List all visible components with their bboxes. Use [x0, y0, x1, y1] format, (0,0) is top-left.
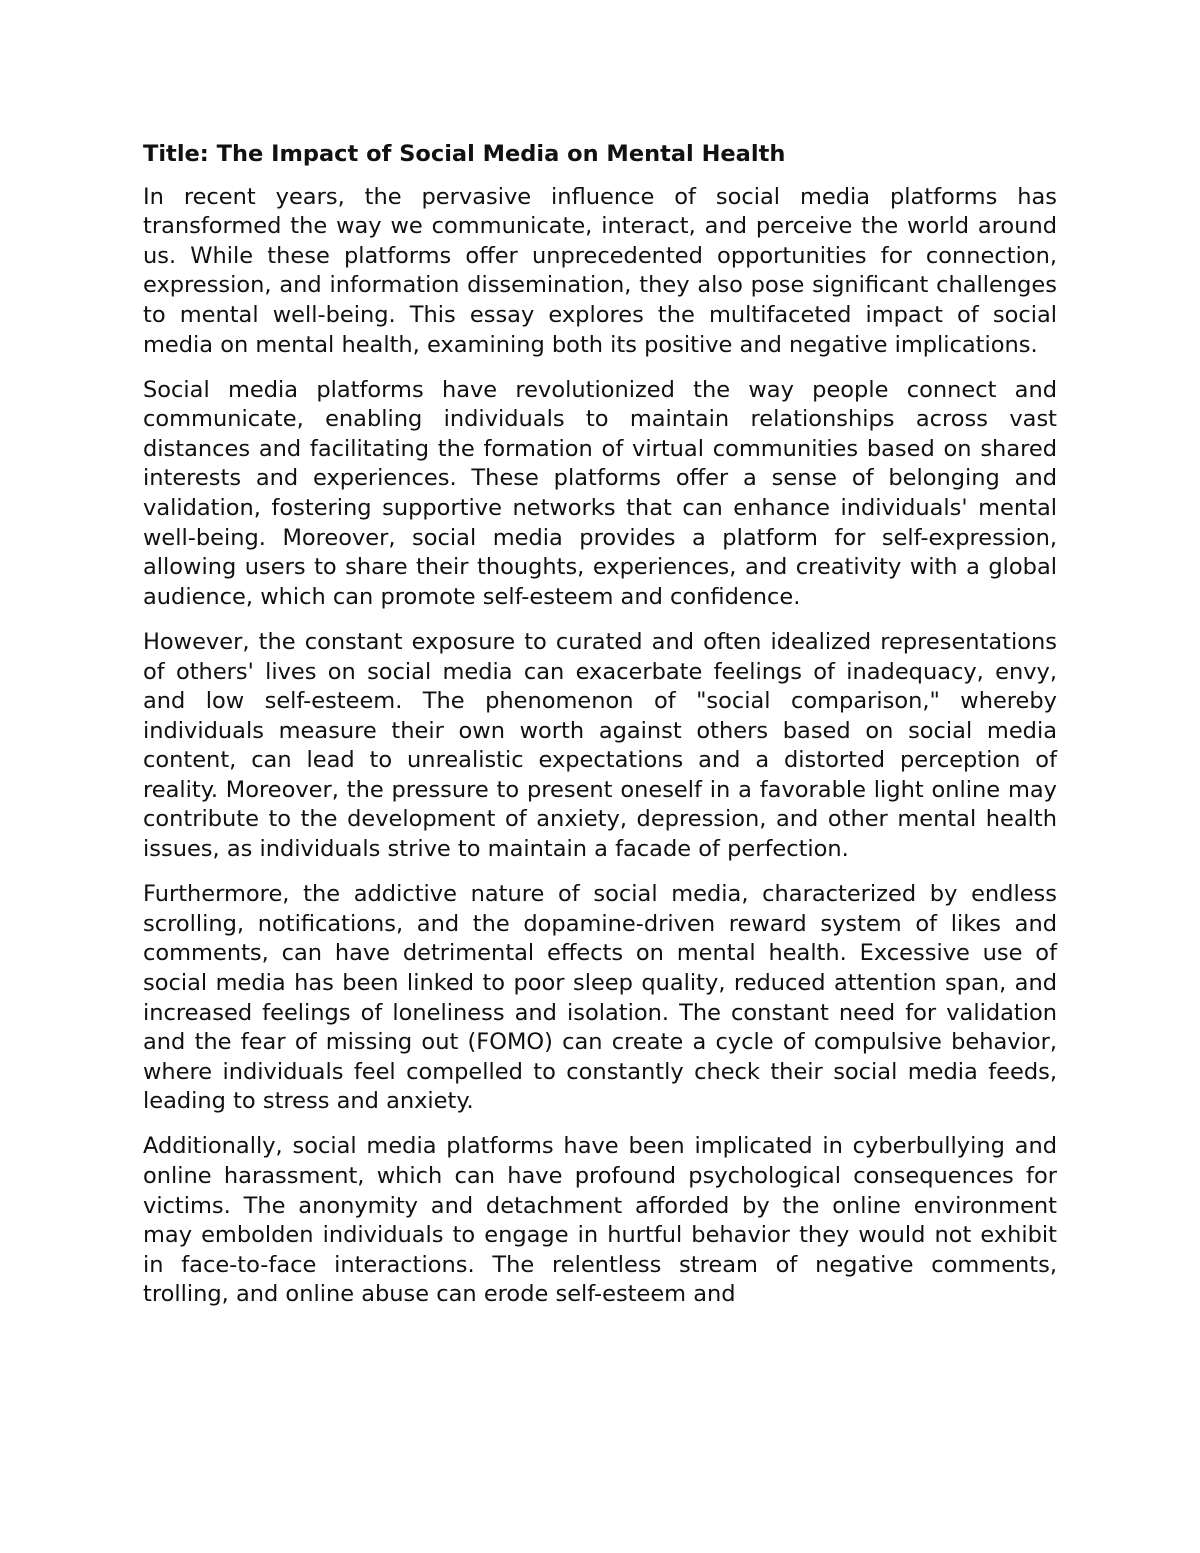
paragraph-introduction: In recent years, the pervasive influence of social media platforms has transformed the way we communicate, interact, and perceive the world around us. While these platforms offer unprecedented opportunities for connection, expression, and information dissemination, they also pose significant challenges to mental well-being. This essay explores the multifaceted impact of social media on mental health, examining both its positive and negative implications.: [143, 183, 1057, 358]
paragraph-positive-effects: Social media platforms have revolutionized the way people connect and communicate, enabling individuals to maintain relationships across vast distances and facilitating the formation of virtual communities based on shared interests and experiences. These platforms offer a sense of belonging and validation, fostering supportive networks that can enhance individuals' mental well-being. Moreover, social media provides a platform for self-expression, allowing users to share their thoughts, experiences, and creativity with a global audience, which can promote self-esteem and confidence.: [143, 376, 1057, 610]
paragraph-addictive-nature: Furthermore, the addictive nature of social media, characterized by endless scrolling, notifications, and the dopamine-driven reward system of likes and comments, can have detrimental effects on mental health. Excessive use of social media has been linked to poor sleep quality, reduced attention span, and increased feelings of loneliness and isolation. The constant need for validation and the fear of missing out (FOMO) can create a cycle of compulsive behavior, where individuals feel compelled to constantly check their social media feeds, leading to stress and anxiety.: [143, 881, 1057, 1115]
paragraph-cyberbullying: Additionally, social media platforms have been implicated in cyberbullying and online harassment, which can have profound psychological consequences for victims. The anonymity and detachment afforded by the online environment may embolden individuals to engage in hurtful behavior they would not exhibit in face-to-face interactions. The relentless stream of negative comments, trolling, and online abuse can erode self-esteem and: [143, 1133, 1057, 1308]
document-title: Title: The Impact of Social Media on Mental Health: [143, 141, 786, 167]
paragraph-social-comparison: However, the constant exposure to curated and often idealized representations of others' lives on social media can exacerbate feelings of inadequacy, envy, and low self-esteem. The phenomenon of "social comparison," whereby individuals measure their own worth against others based on social media content, can lead to unrealistic expectations and a distorted perception of reality. Moreover, the pressure to present oneself in a favorable light online may contribute to the development of anxiety, depression, and other mental health issues, as individuals strive to maintain a facade of perfection.: [143, 628, 1057, 863]
document-body: [143, 140, 1057, 1325]
